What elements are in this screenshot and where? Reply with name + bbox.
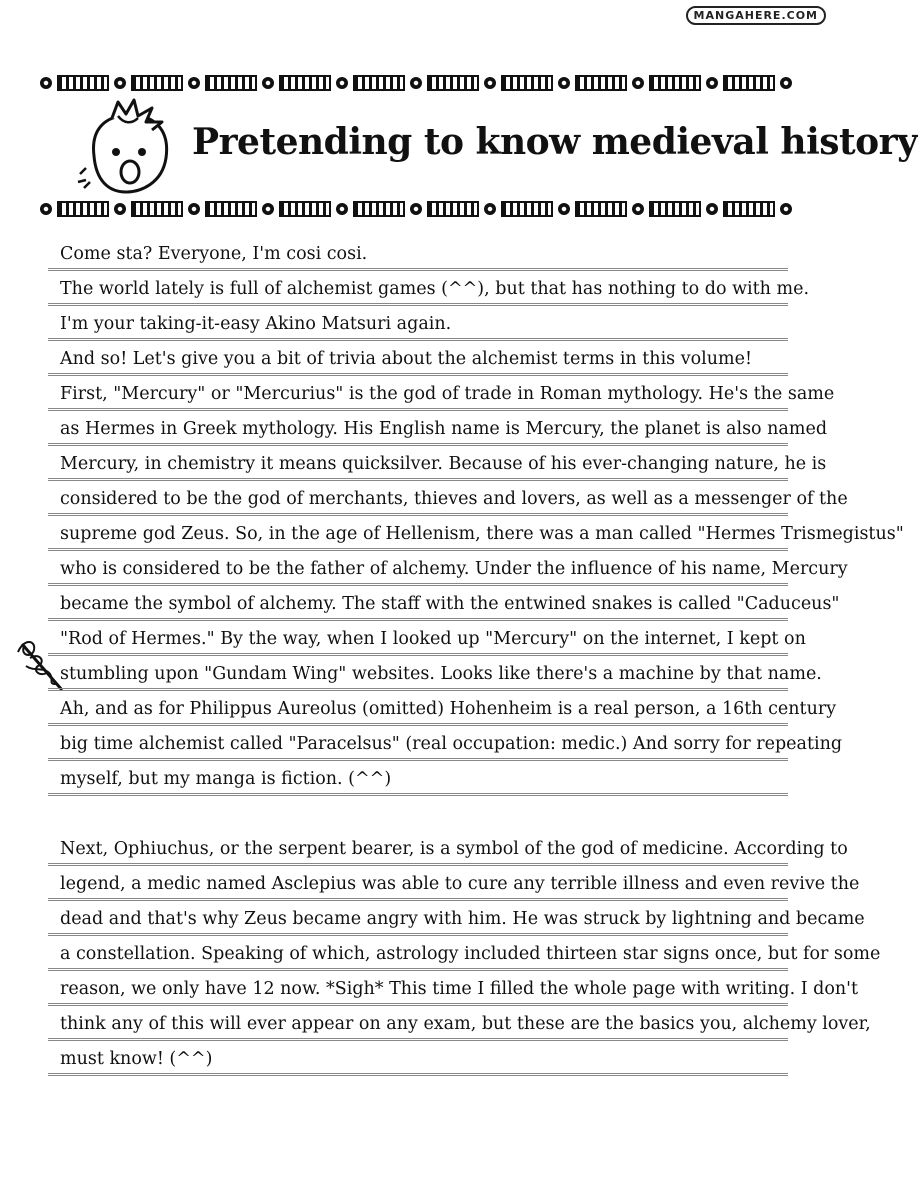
text-line: I'm your taking-it-easy Akino Matsuri again.: [48, 306, 788, 341]
blank-line: [48, 796, 788, 831]
text-line: myself, but my manga is fiction. (^^): [48, 761, 788, 796]
text-line: as Hermes in Greek mythology. His English name is Mercury, the planet is also named: [48, 411, 788, 446]
text-line: considered to be the god of merchants, thieves and lovers, as well as a messenger of the: [48, 481, 788, 516]
text-line: And so! Let's give you a bit of trivia about the alchemist terms in this volume!: [48, 341, 788, 376]
text-line: "Rod of Hermes." By the way, when I looked up "Mercury" on the internet, I kept on: [48, 621, 788, 656]
text-line: Next, Ophiuchus, or the serpent bearer, is a symbol of the god of medicine. According to: [48, 831, 788, 866]
text-line: stumbling upon "Gundam Wing" websites. Looks like there's a machine by that name.: [48, 656, 788, 691]
text-line: supreme god Zeus. So, in the age of Hellenism, there was a man called "Hermes Trismegistus": [48, 516, 788, 551]
text-line: became the symbol of alchemy. The staff with the entwined snakes is called "Caduceus": [48, 586, 788, 621]
text-line: a constellation. Speaking of which, astrology included thirteen star signs once, but for some: [48, 936, 788, 971]
text-line: Ah, and as for Philippus Aureolus (omitted) Hohenheim is a real person, a 16th century: [48, 691, 788, 726]
page-title: Pretending to know medieval history: [192, 121, 918, 163]
text-line: must know! (^^): [48, 1041, 788, 1076]
site-watermark: MANGAHERE.COM: [686, 6, 826, 25]
text-line: think any of this will ever appear on any exam, but these are the basics you, alchemy lover,: [48, 1006, 788, 1041]
mascot-icon: [72, 96, 182, 196]
text-line: reason, we only have 12 now. *Sigh* This time I filled the whole page with writing. I don't: [48, 971, 788, 1006]
text-line: dead and that's why Zeus became angry with him. He was struck by lightning and became: [48, 901, 788, 936]
text-line: Mercury, in chemistry it means quicksilver. Because of his ever-changing nature, he is: [48, 446, 788, 481]
text-line: First, "Mercury" or "Mercurius" is the god of trade in Roman mythology. He's the same: [48, 376, 788, 411]
decorative-border-top: [40, 72, 792, 94]
text-line: who is considered to be the father of alchemy. Under the influence of his name, Mercury: [48, 551, 788, 586]
text-line: big time alchemist called "Paracelsus" (real occupation: medic.) And sorry for repeating: [48, 726, 788, 761]
essay-text: [48, 236, 904, 1076]
text-line: legend, a medic named Asclepius was able to cure any terrible illness and even revive the: [48, 866, 788, 901]
decorative-border-bottom: [40, 198, 792, 220]
text-line: Come sta? Everyone, I'm cosi cosi.: [48, 236, 788, 271]
text-line: The world lately is full of alchemist games (^^), but that has nothing to do with me.: [48, 271, 788, 306]
